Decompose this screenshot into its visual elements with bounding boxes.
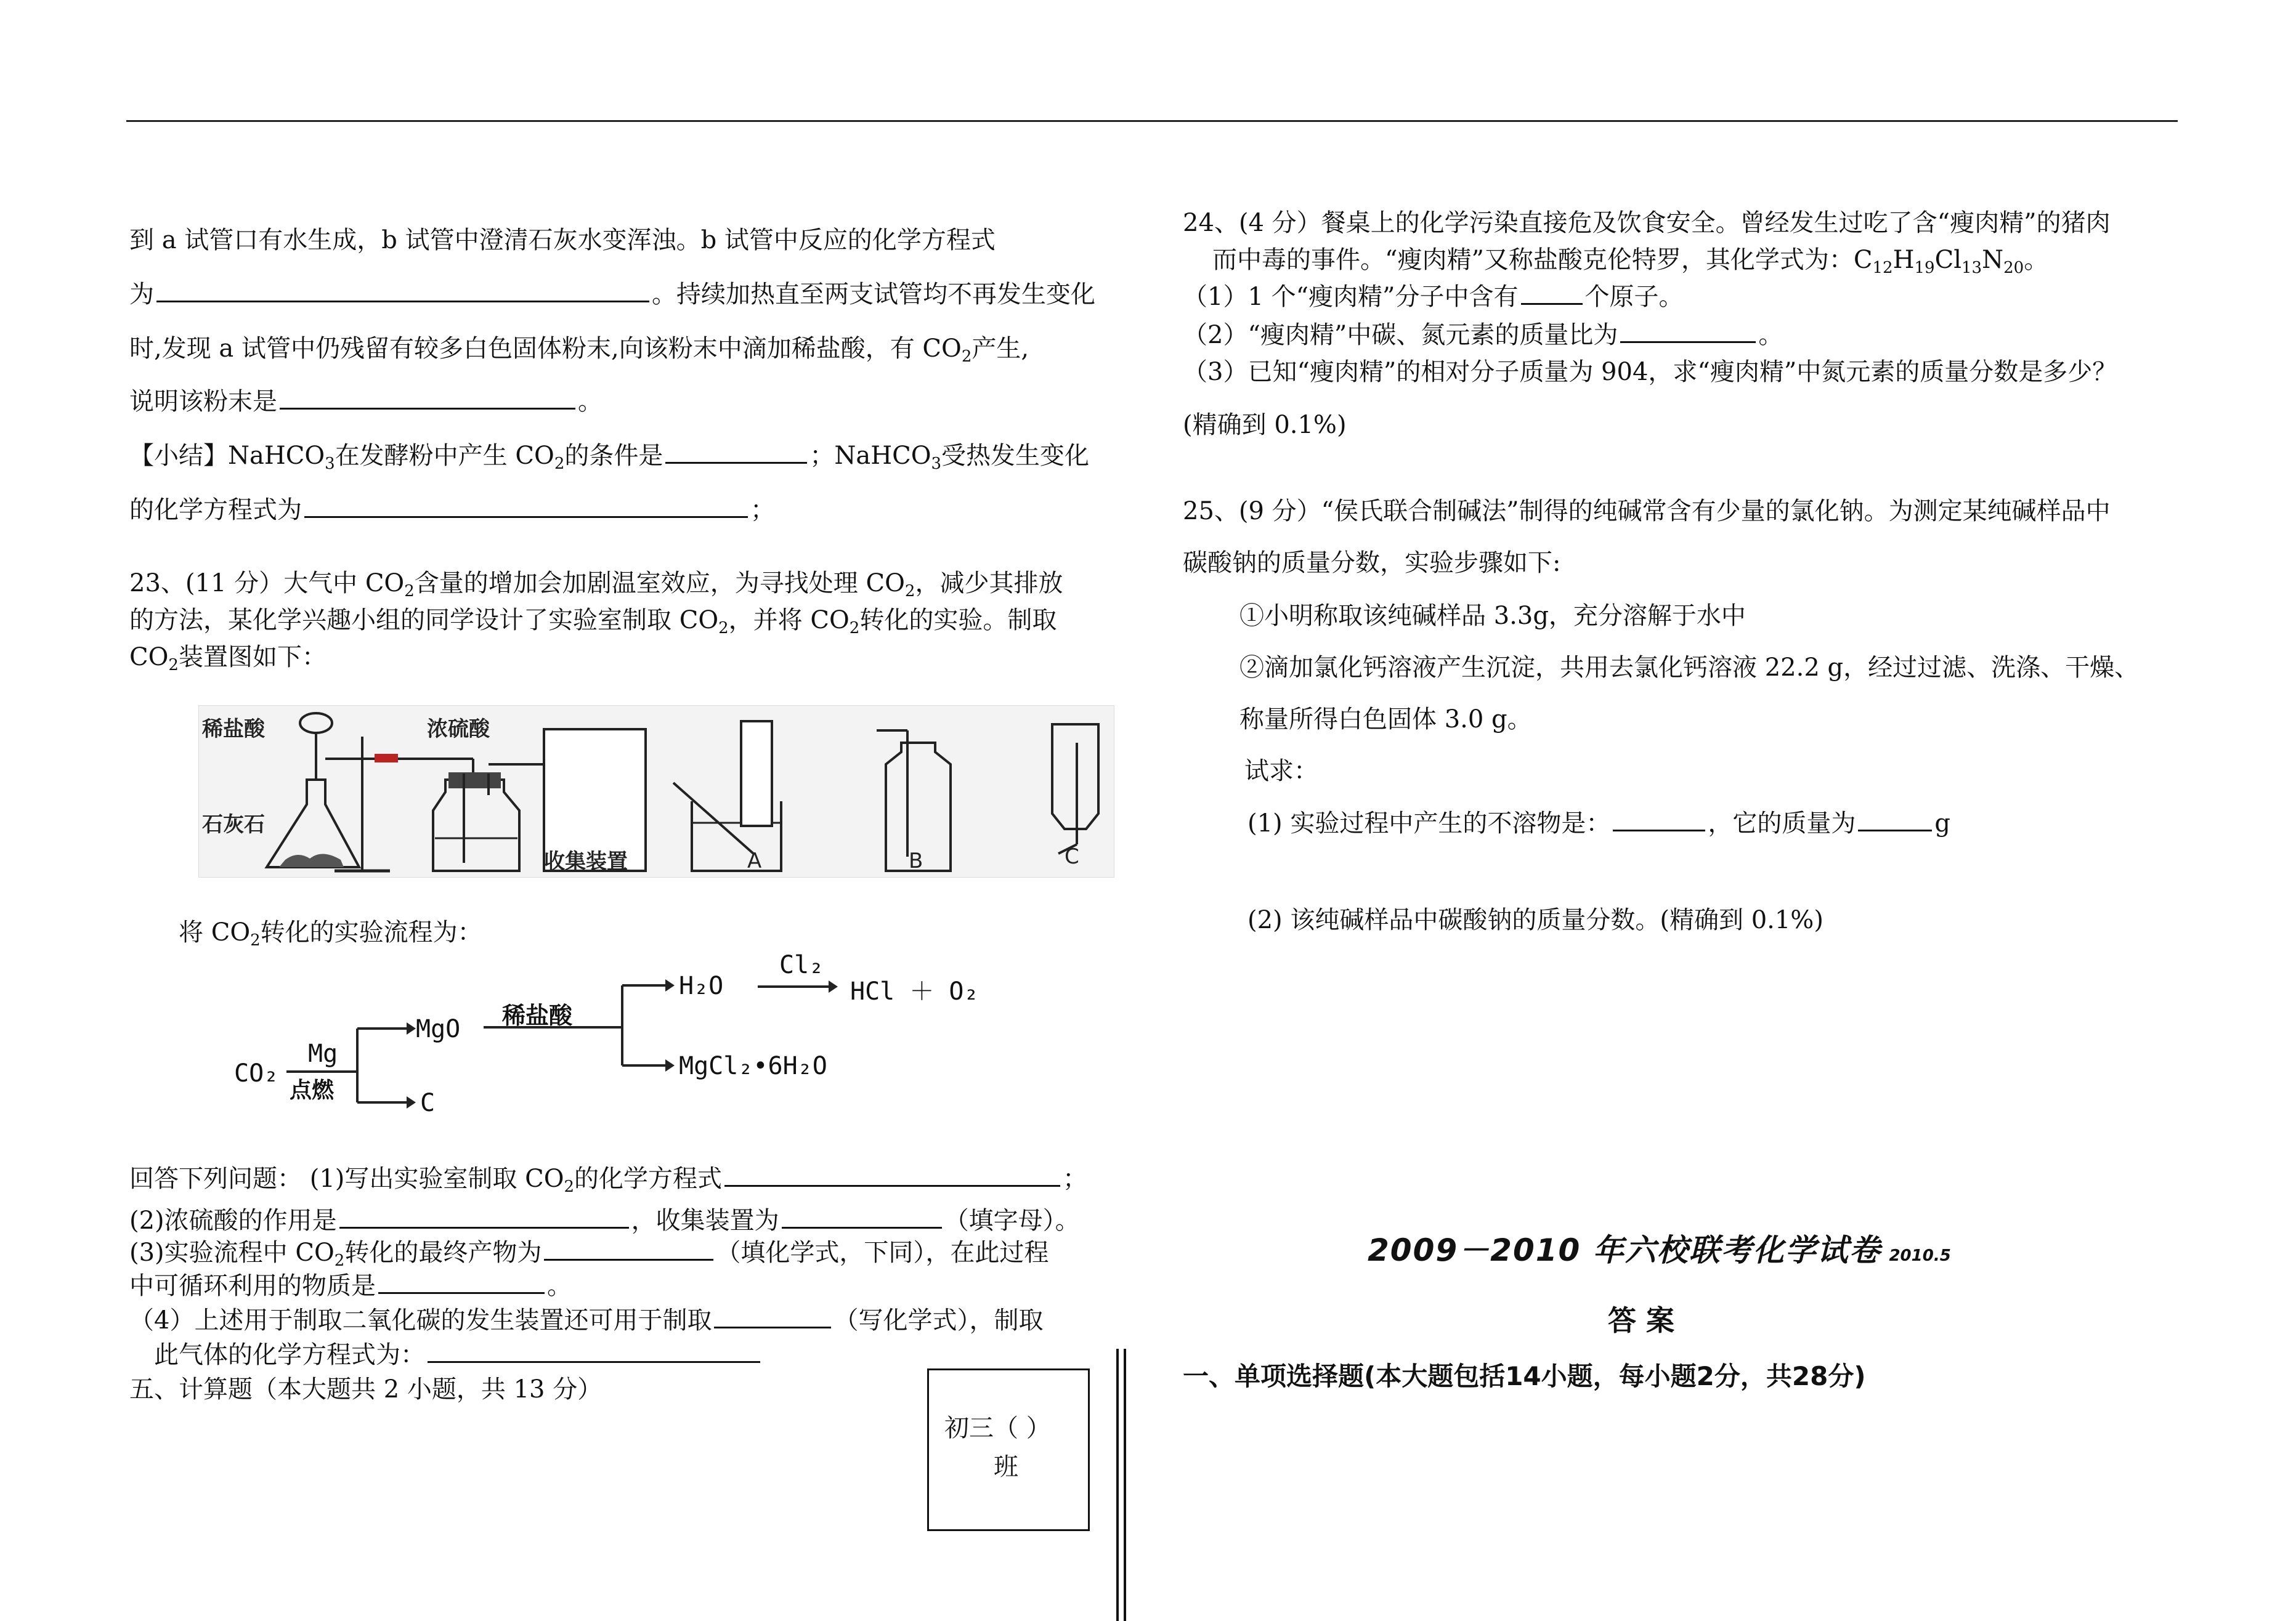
answer-blank[interactable] [378, 1271, 545, 1294]
q25-line-1: 25、(9 分）“侯氏联合制碱法”制得的纯碱常含有少量的氯化钠。为测定某纯碱样品中 [1183, 497, 2111, 525]
answer-line-4: 中可循环利用的物质是 。 [129, 1272, 572, 1300]
label-b: B [909, 849, 923, 873]
left-paragraph-line-3: 时,发现 a 试管中仍残留有较多白色固体粉末,向该粉末中滴加稀盐酸，有 $CO_2$产生, [129, 334, 1029, 366]
answer-blank[interactable] [1858, 809, 1932, 831]
label-conc-h2so4: 浓硫酸 [427, 717, 490, 742]
class-box [927, 1368, 1090, 1531]
flow-h2o: H₂O [679, 972, 724, 1000]
answer-blank[interactable] [1521, 282, 1583, 305]
summary-line-1: 【小结】NaHCO$_3$在发酵粉中产生 $CO_2$的条件是 ；NaHCO$_3$受热发生变化 [129, 442, 1090, 473]
q24-line-1: 24、(4 分）餐桌上的化学污染直接危及饮食安全。曾经发生过吃了含“瘦肉精”的猪肉 [1183, 209, 2111, 237]
answer-blank[interactable] [280, 387, 575, 410]
flow-ignite: 点燃 [290, 1077, 335, 1103]
class-label: 初三（ ） [944, 1414, 1051, 1442]
q24-line-2: 而中毒的事件。“瘦肉精”又称盐酸克伦特罗，其化学式为：$C_{12}H_{19}Cl_{13}N_{20}$。 [1212, 246, 2049, 277]
summary-line-2: 的化学方程式为 ； [129, 496, 775, 524]
answer-blank[interactable] [339, 1206, 629, 1229]
q25-line-3: ①小明称取该纯碱样品 3.3g，充分溶解于水中 [1239, 602, 1746, 630]
q25-line-4: ②滴加氯化钙溶液产生沉淀，共用去氯化钙溶液 22.2 g，经过过滤、洗涤、干燥、 [1239, 653, 2140, 682]
answer-blank[interactable] [428, 1340, 760, 1363]
answer-blank[interactable] [724, 1164, 1060, 1187]
flow-hcl-o2: HCl ＋ O₂ [850, 977, 979, 1006]
q23-line-1: 23、(11 分）大气中 $CO_2$含量的增加会加剧温室效应，为寻找处理 $CO_2$，减少其排放 [129, 569, 1063, 600]
flow-diagram [228, 948, 1029, 1121]
section-1-heading: 一、单项选择题(本大题包括14小题，每小题2分，共28分) [1183, 1361, 1866, 1391]
flow-dilute-hcl: 稀盐酸 [502, 1001, 573, 1029]
answer-blank[interactable] [1620, 320, 1756, 343]
flow-mgcl2: MgCl₂•6H₂O [679, 1052, 827, 1080]
answer-line-3: (3)实验流程中 $CO_2$转化的最终产物为 （填化学式，下同），在此过程 [129, 1239, 1049, 1270]
q25-line-2: 碳酸钠的质量分数，实验步骤如下: [1183, 549, 1561, 577]
section-5-heading: 五、计算题（本大题共 2 小题，共 13 分） [129, 1375, 602, 1404]
flow-co2: CO₂ [234, 1059, 279, 1088]
q24-line-3: （1）1 个“瘦肉精”分子中含有 个原子。 [1183, 283, 1684, 311]
binding-line-1 [1116, 1349, 1119, 1621]
q25-line-8: (2) 该纯碱样品中碳酸钠的质量分数。(精确到 0.1%) [1247, 906, 1823, 934]
answer-heading: 答 案 [1608, 1304, 1675, 1337]
flow-c: C [420, 1089, 436, 1117]
binding-line-2 [1124, 1349, 1126, 1621]
q24-line-5: （3）已知“瘦肉精”的相对分子质量为 904，求“瘦肉精”中氮元素的质量分数是多少？ [1183, 358, 2117, 386]
flow-intro: 将 $CO_2$转化的实验流程为： [179, 918, 482, 950]
answer-line-2: (2)浓硫酸的作用是 ，收集装置为 （填字母）。 [129, 1207, 1080, 1235]
label-dilute-hcl: 稀盐酸 [202, 717, 265, 742]
q24-line-4: （2）“瘦肉精”中碳、氮元素的质量比为 。 [1183, 321, 1783, 349]
left-paragraph-line-2: 为 。持续加热直至两支试管均不再发生变化 [129, 280, 1095, 309]
q25-line-6: 试求： [1244, 757, 1318, 785]
answer-line-5: （4）上述用于制取二氧化碳的发生装置还可用于制取 （写化学式），制取 [129, 1306, 1044, 1335]
q23-line-2: 的方法，某化学兴趣小组的同学设计了实验室制取 $CO_2$，并将 $CO_2$转化的实验。制取 [129, 606, 1057, 637]
label-limestone: 石灰石 [202, 812, 265, 837]
answer-blank[interactable] [304, 495, 748, 518]
answer-line-6: 此气体的化学方程式为： [154, 1335, 763, 1370]
flow-mg: Mg [308, 1040, 338, 1068]
class-label-ban: 班 [994, 1453, 1018, 1481]
left-paragraph-line-4: 说明该粉末是 。 [129, 387, 602, 416]
answer-blank[interactable] [782, 1206, 942, 1229]
q25-line-5: 称量所得白色固体 3.0 g。 [1239, 705, 1532, 734]
q23-line-3: $CO_2$装置图如下： [129, 643, 327, 674]
flow-mgo: MgO [416, 1015, 461, 1043]
q25-line-7: (1) 实验过程中产生的不溶物是： ，它的质量为 g [1247, 809, 1950, 838]
label-collect-device: 收集装置 [544, 849, 628, 874]
top-rule [126, 120, 2178, 122]
answer-sheet-title: 2009－2010 年六校联考化学试卷 2010.5 [1368, 1232, 1951, 1268]
apparatus-figure [198, 705, 1114, 878]
left-paragraph-line-1: 到 a 试管口有水生成，b 试管中澄清石灰水变浑浊。b 试管中反应的化学方程式 [129, 226, 996, 254]
label-a: A [747, 849, 762, 873]
answer-line-1: 回答下列问题： (1)写出实验室制取 $CO_2$的化学方程式 ； [129, 1165, 1088, 1196]
apparatus-drawing [199, 706, 1114, 877]
q24-line-6: (精确到 0.1%) [1183, 411, 1347, 439]
answer-blank[interactable] [156, 280, 649, 302]
answer-blank[interactable] [544, 1238, 713, 1261]
label-c: C [1065, 844, 1079, 869]
flow-cl2: Cl₂ [779, 951, 824, 979]
answer-blank[interactable] [665, 441, 807, 464]
answer-blank[interactable] [1613, 809, 1705, 831]
answer-blank[interactable] [714, 1306, 831, 1328]
